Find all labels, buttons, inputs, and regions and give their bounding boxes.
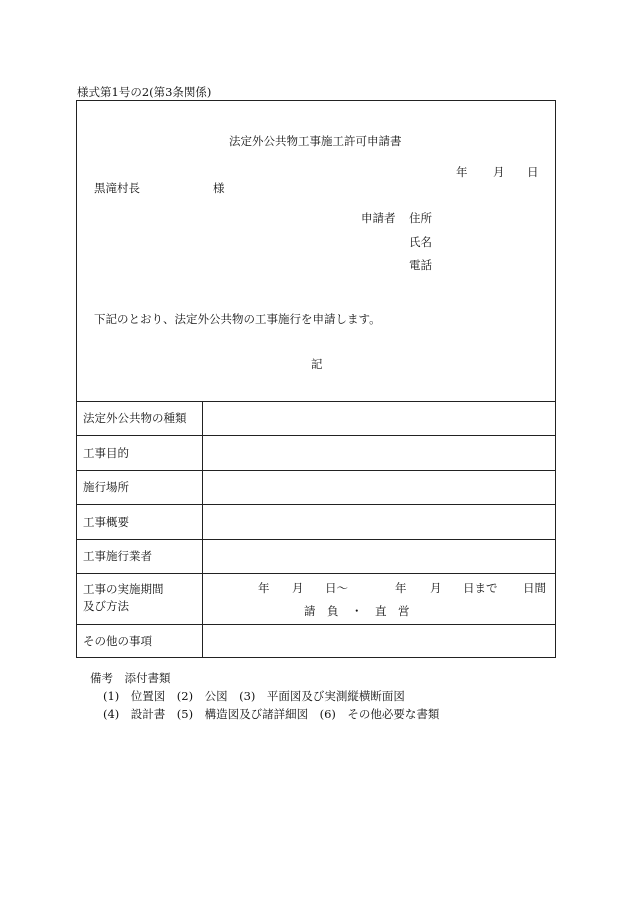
days-label: 日間 — [523, 581, 546, 595]
row-label-period-method — [83, 581, 164, 615]
record-mark: 記 — [311, 357, 323, 371]
row-label-work-purpose: 工事目的 — [83, 446, 129, 460]
row-divider — [77, 470, 555, 471]
notes-heading: 備考 添付書類 — [90, 671, 171, 685]
method-separator: ・ — [351, 604, 363, 618]
method-direct-label: 直 営 — [375, 604, 410, 618]
addressee-name: 黒滝村長 — [94, 181, 140, 195]
application-form — [76, 100, 556, 658]
row-divider — [77, 435, 555, 436]
addressee-honorific: 様 — [213, 181, 225, 195]
end-year-label: 年 — [395, 581, 407, 595]
notes-line-2: (4) 設計書 (5) 構造図及び諸詳細図 (6) その他必要な書類 — [103, 707, 440, 721]
end-month-label: 月 — [430, 581, 442, 595]
form-number: 様式第1号の2(第3条関係) — [77, 85, 212, 99]
form-title: 法定外公共物工事施工許可申請書 — [229, 134, 402, 148]
date-month-label: 月 — [493, 165, 505, 179]
date-year-label: 年 — [456, 165, 468, 179]
period-label-line2: 及び方法 — [83, 599, 129, 613]
row-label-work-overview: 工事概要 — [83, 515, 129, 529]
start-month-label: 月 — [292, 581, 304, 595]
date-day-label: 日 — [527, 165, 539, 179]
row-divider — [77, 504, 555, 505]
applicant-phone-label: 電話 — [409, 258, 432, 272]
row-label-public-property-type: 法定外公共物の種類 — [83, 411, 187, 425]
period-label-line1: 工事の実施期間 — [83, 582, 164, 596]
row-divider — [77, 573, 555, 574]
method-contract-label: 請 負 — [304, 604, 339, 618]
row-label-work-location: 施行場所 — [83, 480, 129, 494]
row-label-contractor: 工事施行業者 — [83, 549, 152, 563]
applicant-name-label: 氏名 — [409, 235, 432, 249]
start-day-label: 日〜 — [325, 581, 348, 595]
row-label-other-matters: その他の事項 — [83, 634, 152, 648]
application-statement: 下記のとおり、法定外公共物の工事施行を申請します。 — [94, 312, 381, 326]
applicant-address-label: 住所 — [409, 211, 432, 225]
notes-line-1: (1) 位置図 (2) 公図 (3) 平面図及び実測縦横断面図 — [103, 689, 405, 703]
column-divider — [202, 401, 203, 658]
applicant-label: 申請者 — [361, 211, 396, 225]
row-divider — [77, 624, 555, 625]
row-divider — [77, 539, 555, 540]
start-year-label: 年 — [258, 581, 270, 595]
table-top-divider — [77, 401, 555, 402]
end-day-label: 日まで — [463, 581, 498, 595]
